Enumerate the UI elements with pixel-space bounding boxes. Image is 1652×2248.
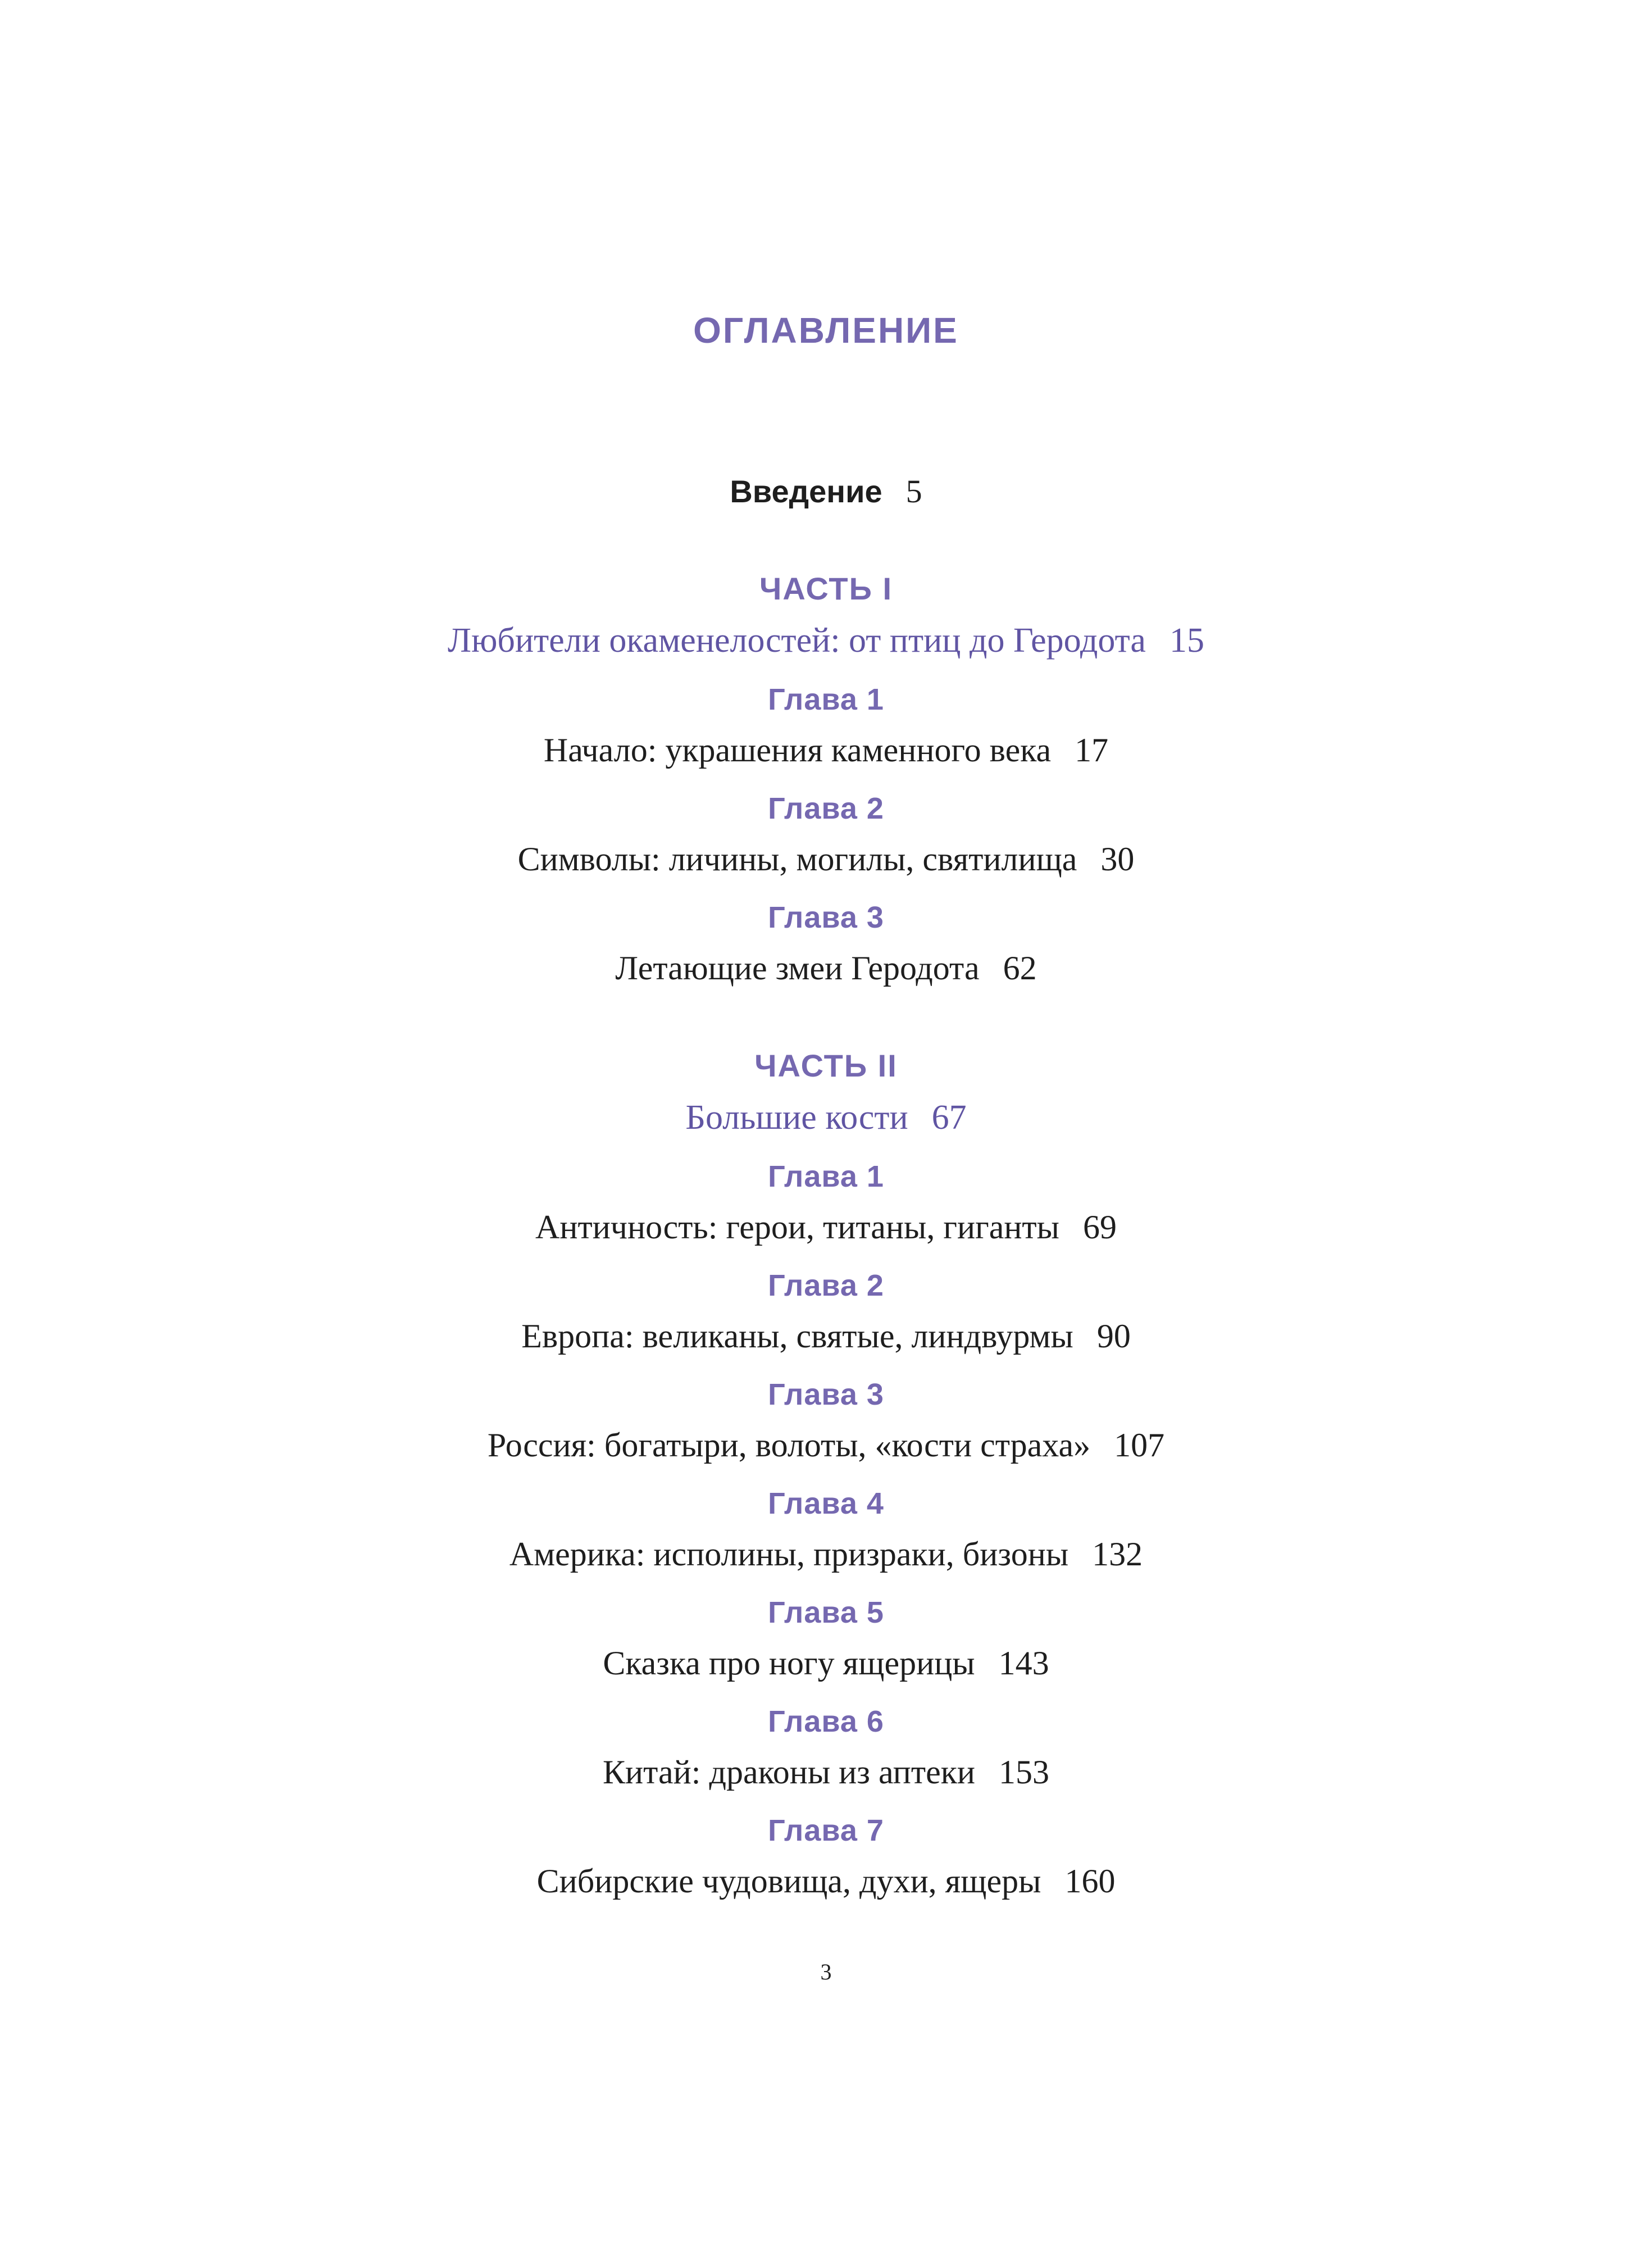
chapter-entry xyxy=(0,1815,1652,1898)
chapter-title: Америка: исполины, призраки, бизоны xyxy=(509,1536,1069,1573)
intro-page-number: 5 xyxy=(905,473,922,510)
chapter-title: Китай: драконы из аптеки xyxy=(602,1754,976,1791)
chapter-page-number: 160 xyxy=(1064,1863,1116,1900)
chapter-page-number: 153 xyxy=(999,1754,1050,1791)
part-page-number: 15 xyxy=(1169,621,1204,660)
chapter-entry xyxy=(0,793,1652,876)
chapter-heading: Глава 6 xyxy=(768,1705,884,1738)
chapter-entry xyxy=(0,1379,1652,1462)
chapter-heading: Глава 4 xyxy=(768,1487,884,1520)
chapter-entry xyxy=(0,1706,1652,1789)
chapter-title-row xyxy=(0,1864,1652,1898)
chapter-title: Античность: герои, титаны, гиганты xyxy=(535,1209,1059,1246)
page-number-footer: 3 xyxy=(820,1959,832,1984)
part-heading: ЧАСТЬ II xyxy=(754,1048,898,1083)
chapter-entry xyxy=(0,1488,1652,1571)
part-section-2 xyxy=(0,1050,1652,1898)
chapter-heading: Глава 3 xyxy=(768,901,884,934)
chapter-page-number: 132 xyxy=(1092,1536,1143,1573)
chapter-page-number: 107 xyxy=(1114,1427,1165,1464)
chapter-title: Сибирские чудовища, духи, ящеры xyxy=(536,1863,1041,1900)
chapter-title-row xyxy=(0,1319,1652,1353)
chapter-title: Начало: украшения каменного века xyxy=(543,732,1052,769)
chapter-title-row xyxy=(0,951,1652,985)
chapter-title-row xyxy=(0,1210,1652,1244)
chapter-title-row xyxy=(0,1646,1652,1680)
part-subtitle: Любители окаменелостей: от птиц до Геродота xyxy=(448,621,1146,660)
chapter-title: Европа: великаны, святые, линдвурмы xyxy=(521,1318,1073,1355)
chapter-entry xyxy=(0,902,1652,985)
part-subtitle-row xyxy=(0,1100,1652,1135)
chapter-heading: Глава 2 xyxy=(768,1269,884,1302)
chapter-title-row xyxy=(0,733,1652,767)
intro-label: Введение xyxy=(730,474,882,509)
chapter-title-row xyxy=(0,1537,1652,1571)
chapter-heading: Глава 2 xyxy=(768,792,884,825)
chapter-entry xyxy=(0,684,1652,767)
part-subtitle-row xyxy=(0,623,1652,658)
chapter-heading: Глава 1 xyxy=(768,683,884,716)
chapter-title-row xyxy=(0,842,1652,876)
chapter-page-number: 90 xyxy=(1096,1318,1131,1355)
part-subtitle: Большие кости xyxy=(685,1098,908,1137)
chapter-page-number: 143 xyxy=(998,1645,1049,1682)
chapter-page-number: 62 xyxy=(1003,950,1037,987)
part-heading: ЧАСТЬ I xyxy=(759,571,893,606)
chapter-title: Летающие змеи Геродота xyxy=(615,950,980,987)
chapter-title: Сказка про ногу ящерицы xyxy=(603,1645,975,1682)
chapter-entry xyxy=(0,1270,1652,1353)
chapter-page-number: 69 xyxy=(1082,1209,1117,1246)
chapter-title-row xyxy=(0,1428,1652,1462)
chapter-entry xyxy=(0,1161,1652,1244)
chapter-title: Символы: личины, могилы, святилища xyxy=(517,841,1077,878)
chapter-page-number: 17 xyxy=(1075,732,1109,769)
chapter-heading: Глава 1 xyxy=(768,1160,884,1193)
chapter-page-number: 30 xyxy=(1100,841,1135,878)
chapter-heading: Глава 5 xyxy=(768,1596,884,1629)
intro-entry xyxy=(0,475,1652,508)
part-section-1 xyxy=(0,573,1652,985)
chapter-heading: Глава 7 xyxy=(768,1814,884,1847)
part-page-number: 67 xyxy=(931,1098,967,1137)
chapter-title-row xyxy=(0,1755,1652,1789)
chapter-title: Россия: богатыри, волоты, «кости страха» xyxy=(487,1427,1091,1464)
chapter-heading: Глава 3 xyxy=(768,1378,884,1411)
chapter-entry xyxy=(0,1597,1652,1680)
toc-title: ОГЛАВЛЕНИЕ xyxy=(693,310,959,351)
